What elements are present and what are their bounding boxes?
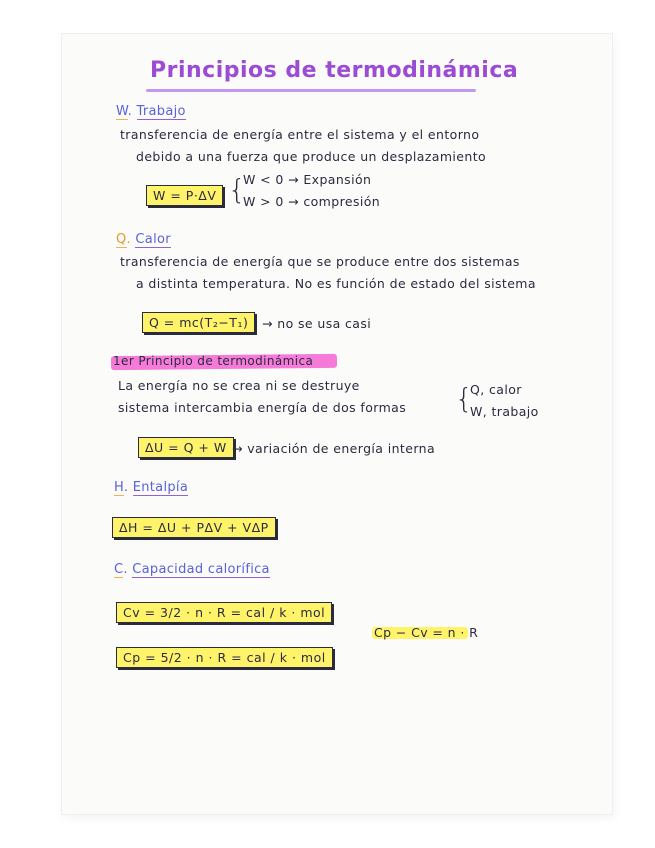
work-heading: W. Trabajo xyxy=(116,104,186,119)
heat-symbol: Q xyxy=(116,232,127,247)
first-law-line1: La energía no se crea ni se destruye xyxy=(118,378,360,393)
form-heat: Q, calor xyxy=(470,382,522,397)
heat-formula-box: Q = mc(T₂−T₁) xyxy=(142,312,255,333)
work-definition-line2: debido a una fuerza que produce un desplazamiento xyxy=(136,149,487,164)
heat-definition-line2: a distinta temperatura. No es función de estado del sistema xyxy=(136,276,536,291)
heat-heading-label: Calor xyxy=(135,232,171,247)
heat-capacity-heading-label: Capacidad calorífica xyxy=(132,562,270,577)
first-law-note: → variación de energía interna xyxy=(232,441,436,456)
heat-definition-line1: transferencia de energía que se produce entre dos sistemas xyxy=(120,254,520,269)
enthalpy-formula-box: ΔH = ΔU + PΔV + VΔP xyxy=(112,517,276,538)
heat-note: → no se usa casi xyxy=(262,316,372,331)
work-case-expansion: W < 0 → Expansión xyxy=(243,172,372,187)
heat-heading: Q. Calor xyxy=(116,232,171,247)
title-underline xyxy=(146,89,476,92)
first-law-line2: sistema intercambia energía de dos formas xyxy=(118,400,407,415)
forms-brace: { xyxy=(455,382,473,415)
cv-formula-box: Cv = 3/2 · n · R = cal / k · mol xyxy=(116,602,332,623)
heat-capacity-symbol: C xyxy=(114,562,124,577)
enthalpy-heading: H. Entalpía xyxy=(114,480,189,495)
work-formula-box: W = P·ΔV xyxy=(146,185,223,206)
work-symbol: W xyxy=(116,104,128,119)
cp-formula-box: Cp = 5/2 · n · R = cal / k · mol xyxy=(116,647,333,668)
work-case-compression: W > 0 → compresión xyxy=(243,194,381,209)
enthalpy-heading-label: Entalpía xyxy=(132,480,189,495)
work-definition-line1: transferencia de energía entre el sistema y el entorno xyxy=(120,127,480,142)
form-work: W, trabajo xyxy=(470,404,539,419)
work-brace: { xyxy=(228,173,246,206)
first-law-heading: 1er Principio de termodinámica xyxy=(113,354,314,368)
first-law-formula-box: ΔU = Q + W xyxy=(138,437,234,458)
work-heading-label: Trabajo xyxy=(136,104,186,119)
enthalpy-symbol: H xyxy=(114,480,124,495)
page-title: Principios de termodinámica xyxy=(150,58,519,83)
heat-capacity-heading: C. Capacidad calorífica xyxy=(114,562,270,577)
cp-cv-relation: Cp − Cv = n · R xyxy=(374,625,479,640)
